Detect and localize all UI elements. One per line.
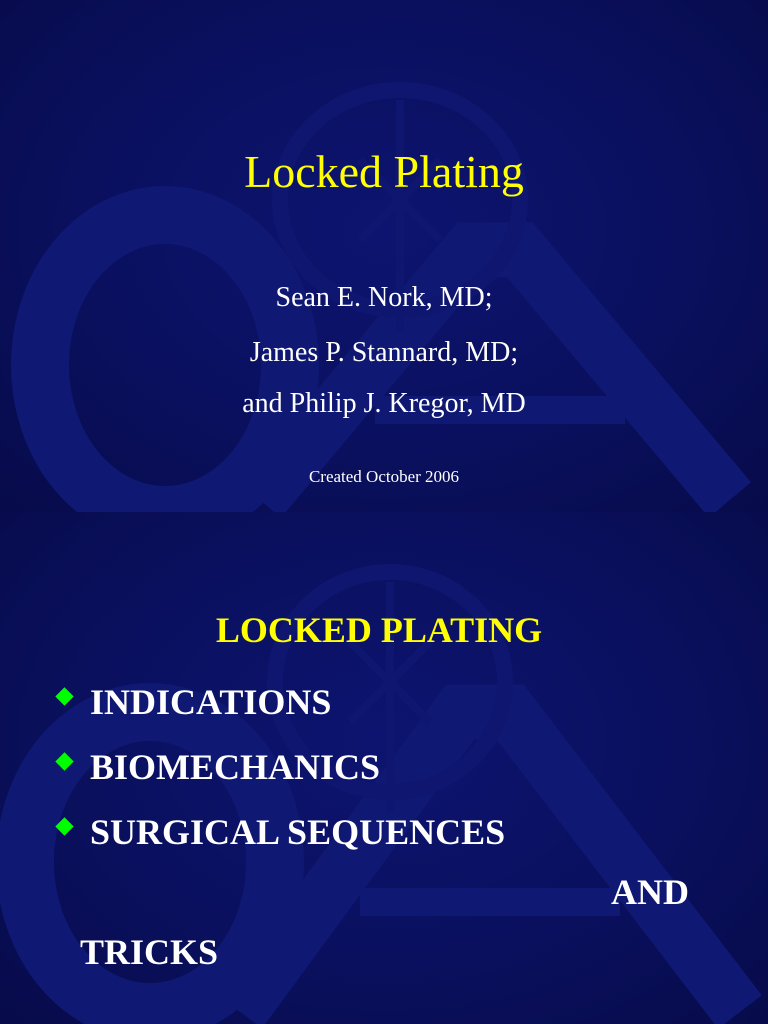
created-date: Created October 2006: [308, 467, 460, 486]
bullet-text: BIOMECHANICS: [90, 747, 381, 787]
trailing-and-text: AND: [611, 872, 689, 912]
author-line-1: Sean E. Nork, MD;: [275, 282, 493, 313]
bullet-text: INDICATIONS: [90, 682, 332, 722]
slide-title: LOCKED PLATING: [215, 610, 543, 650]
slide-title: Locked Plating: [244, 146, 524, 197]
bullet-text: SURGICAL SEQUENCES: [90, 812, 506, 852]
author-line-3: and Philip J. Kregor, MD: [242, 388, 526, 419]
trailing-tricks-text: TRICKS: [80, 932, 219, 972]
content-slide: [0, 512, 768, 1024]
author-line-2: James P. Stannard, MD;: [249, 337, 519, 368]
